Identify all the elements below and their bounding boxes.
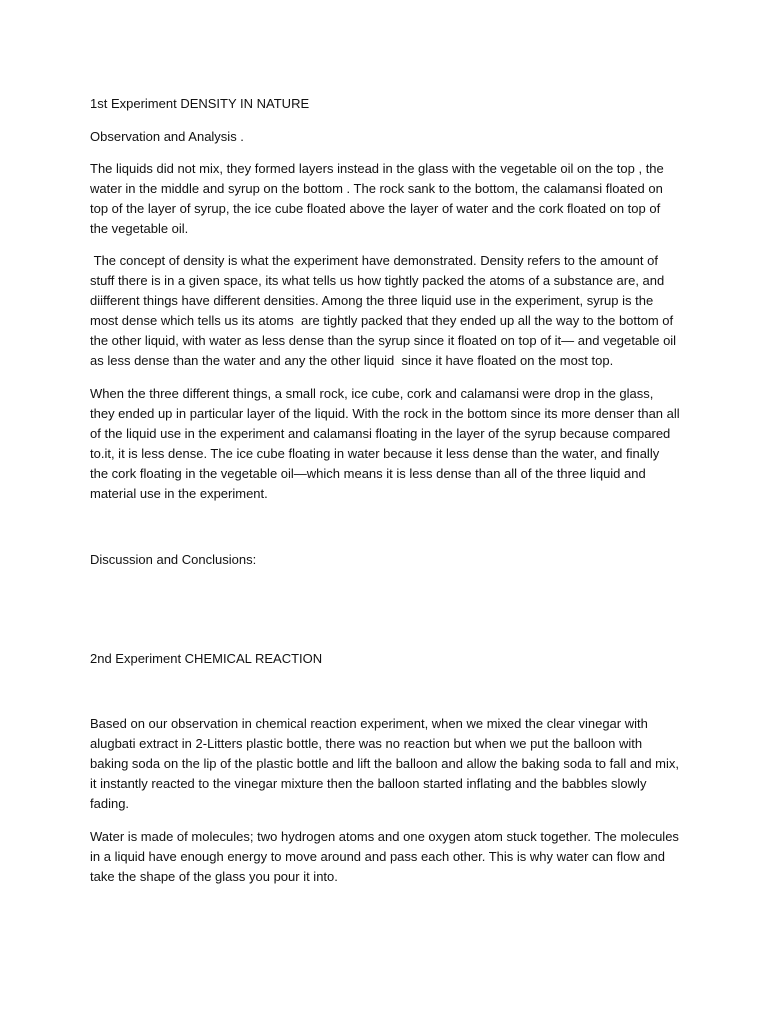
observation-paragraph-1: The liquids did not mix, they formed layers instead in the glass with the vegetable oil on the top , the water in the middle and syrup on the bottom . The rock sank to the bottom, the calamansi floated on top of the layer of syrup, the ice cube floated above the layer of water and the cork floated on top of the vegetable oil. xyxy=(90,161,664,236)
objects-layers-paragraph: When the three different things, a small rock, ice cube, cork and calamansi were drop in the glass, they ended up in particular layer of the liquid. With the rock in the bottom since its more denser than all of the liquid use in the experiment and calamansi floating in the layer of the syrup because compared to.it, it is less dense. The ice cube floating in water because it less dense than the water, and finally the cork floating in the vegetable oil—which means it is less dense than all of the three liquid and material use in the experiment. xyxy=(90,386,680,501)
experiment1-heading: 1st Experiment DENSITY IN NATURE xyxy=(90,96,310,111)
chemical-reaction-paragraph: Based on our observation in chemical reaction experiment, when we mixed the clear vinegar with alugbati extract in 2-Litters plastic bottle, there was no reaction but when we put the balloon with baking soda on the lip of the plastic bottle and lift the balloon and allow the baking soda to fall and mix, it instantly reacted to the vinegar mixture then the balloon started inflating and the babbles slowly fading. xyxy=(90,716,679,811)
experiment2-heading: 2nd Experiment CHEMICAL REACTION xyxy=(90,651,323,666)
discussion-heading: Discussion and Conclusions: xyxy=(90,552,257,567)
water-molecules-paragraph: Water is made of molecules; two hydrogen atoms and one oxygen atom stuck together. The molecules in a liquid have enough energy to move around and pass each other. This is why water can flow and take the shape of the glass you pour it into. xyxy=(90,829,679,884)
observation-heading: Observation and Analysis . xyxy=(90,129,244,144)
density-concept-paragraph: The concept of density is what the experiment have demonstrated. Density refers to the amount of stuff there is in a given space, its what tells us how tightly packed the atoms of a substance are, and diifferent things have different densities. Among the three liquid use in the experiment, syrup is the most dense which tells us its atoms are tightly packed that they ended up all the way to the bottom of the other liquid, with water as less dense than the syrup since it floated on top of it— and vegetable oil as less dense than the water and any the other liquid since it have floated on the most top. xyxy=(90,253,680,368)
